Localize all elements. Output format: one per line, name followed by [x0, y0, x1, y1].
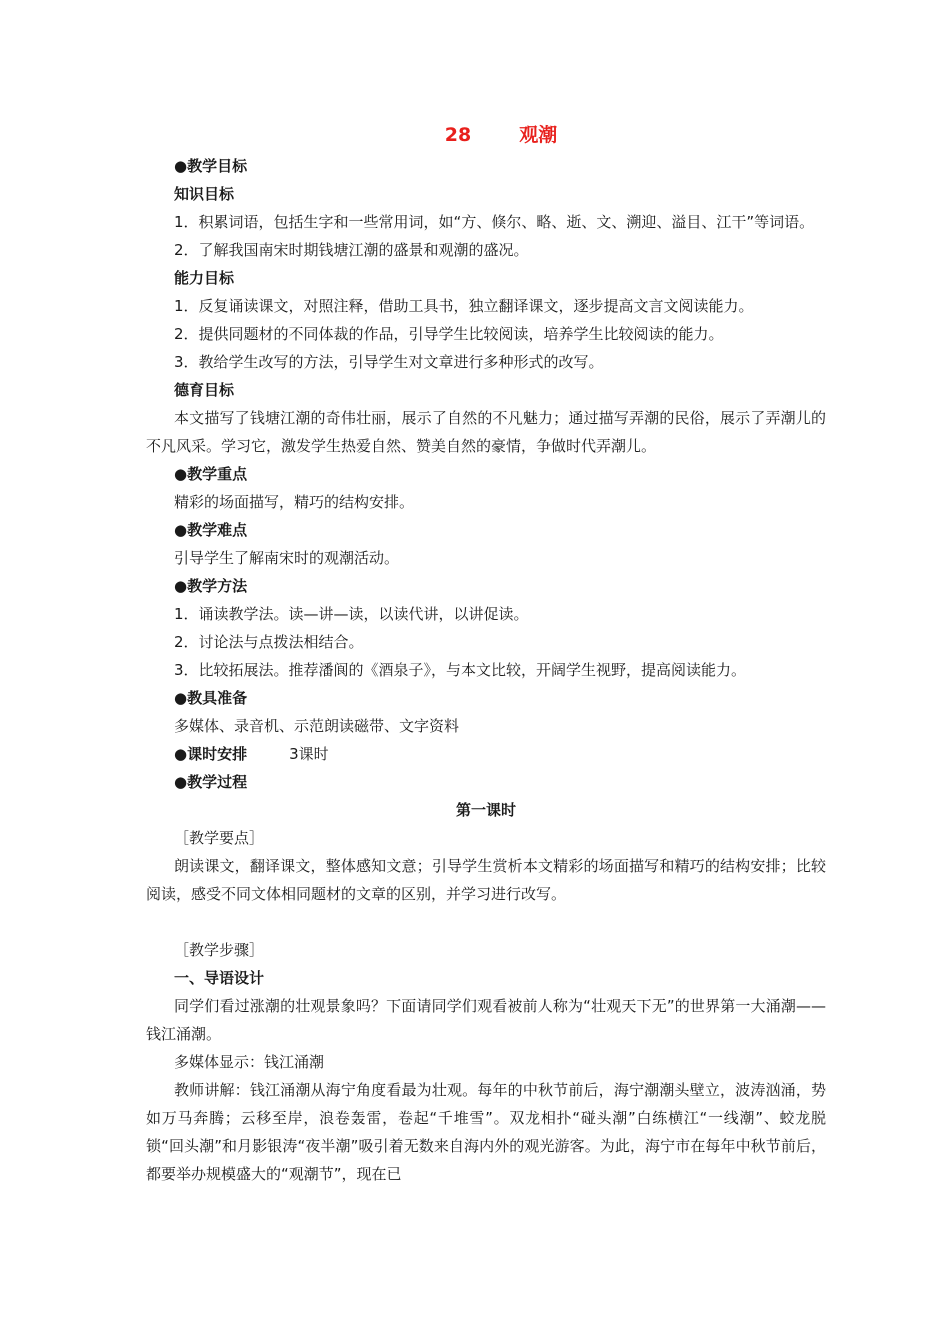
tools-text: 多媒体、录音机、示范朗读磁带、文字资料 [174, 717, 460, 735]
ability-item-1: 1．反复诵读课文，对照注释，借助工具书，独立翻译课文，逐步提高文言文阅读能力。 [174, 297, 754, 315]
points-heading: ［教学要点］ [174, 829, 265, 847]
page-title [146, 118, 826, 152]
knowledge-item-2: 2．了解我国南宋时期钱塘江潮的盛景和观潮的盛况。 [174, 241, 529, 259]
document-page [146, 118, 826, 1188]
moral-text: 本文描写了钱塘江潮的奇伟壮丽，展示了自然的不凡魅力；通过描写弄潮的民俗，展示了弄潮儿的不凡风采。学习它，激发学生热爱自然、赞美自然的豪情，争做时代弄潮儿。 [146, 409, 826, 455]
subheading-moral: 德育目标 [174, 381, 235, 399]
section-heading-schedule [146, 740, 826, 768]
ability-item-3: 3．教给学生改写的方法，引导学生对文章进行多种形式的改写。 [174, 353, 604, 371]
teacher-text: 教师讲解：钱江涌潮从海宁角度看最为壮观。每年的中秋节前后，海宁潮潮头壁立，波涛汹涌，势如万马奔腾；云移至岸，浪卷轰雷，卷起“千堆雪”。双龙相扑“碰头潮”白练横江“一线潮”、蛟龙脱锁“回头潮”和月影银涛“夜半潮”吸引着无数来自海内外的观光游客。为此，海宁市在每年中秋节前后，都要举办规模盛大的“观潮节”，现在已 [146, 1081, 826, 1183]
intro-text: 同学们看过涨潮的壮观景象吗？下面请同学们观看被前人称为“壮观天下无”的世界第一大涌潮——钱江涌潮。 [146, 997, 826, 1043]
intro-heading: 一、导语设计 [174, 969, 265, 987]
media-text: 多媒体显示：钱江涌潮 [174, 1053, 325, 1071]
method-item-1: 1．诵读教学法。读—讲—读，以读代讲，以讲促读。 [174, 605, 529, 623]
lesson-number: 28 [444, 124, 472, 146]
schedule-label: ●课时安排 [174, 745, 248, 763]
method-item-2: 2．讨论法与点拨法相结合。 [174, 633, 364, 651]
ability-item-2: 2．提供同题材的不同体裁的作品，引导学生比较阅读，培养学生比较阅读的能力。 [174, 325, 724, 343]
lesson-period-title: 第一课时 [455, 801, 516, 819]
subheading-knowledge: 知识目标 [174, 185, 235, 203]
section-heading-tools: ●教具准备 [174, 689, 248, 707]
section-heading-goals: ●教学目标 [174, 157, 248, 175]
steps-heading: ［教学步骤］ [174, 941, 265, 959]
method-item-3: 3．比较拓展法。推荐潘阆的《酒泉子》，与本文比较，开阔学生视野，提高阅读能力。 [174, 661, 747, 679]
section-heading-method: ●教学方法 [174, 577, 248, 595]
knowledge-item-1: 1．积累词语，包括生字和一些常用词，如“方、倏尔、略、逝、文、溯迎、溢目、江干”等词语。 [174, 213, 815, 231]
difficulty-text: 引导学生了解南宋时的观潮活动。 [174, 549, 400, 567]
section-heading-key: ●教学重点 [174, 465, 248, 483]
key-text: 精彩的场面描写，精巧的结构安排。 [174, 493, 415, 511]
points-text: 朗读课文，翻译课文，整体感知文意；引导学生赏析本文精彩的场面描写和精巧的结构安排；比较阅读，感受不同文体相同题材的文章的区别，并学习进行改写。 [146, 857, 826, 903]
schedule-value: 3课时 [289, 745, 329, 763]
subheading-ability: 能力目标 [174, 269, 235, 287]
lesson-title: 观潮 [519, 124, 558, 146]
spacer [146, 908, 826, 936]
section-heading-process: ●教学过程 [174, 773, 248, 791]
section-heading-difficulty: ●教学难点 [174, 521, 248, 539]
